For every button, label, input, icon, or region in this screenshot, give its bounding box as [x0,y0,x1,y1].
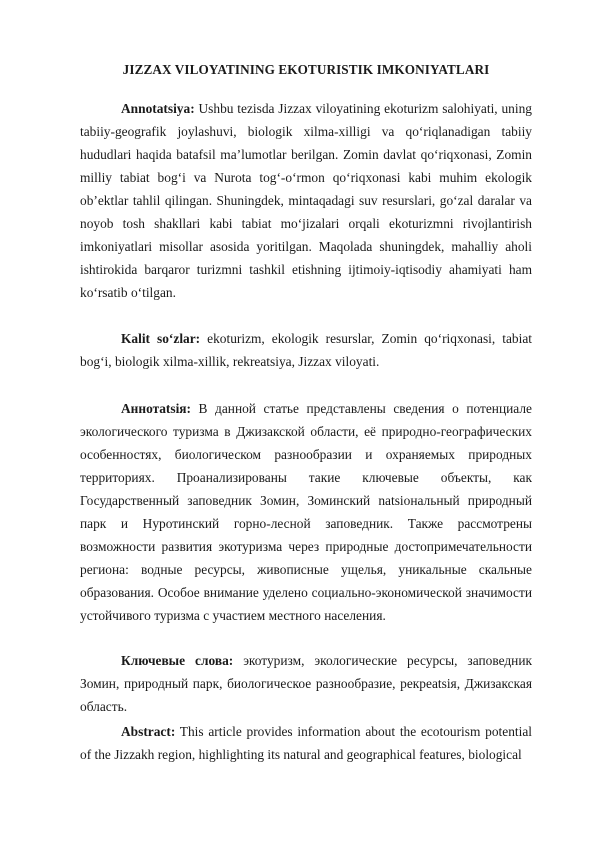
annotation-ru-label: Аннотatsія: [121,401,191,416]
annotation-uz-paragraph [80,97,532,304]
abstract-en-label: Abstract: [121,724,176,739]
annotation-uz-text: Ushbu tezisda Jizzax viloyatining ekoturizm salohiyati, uning tabiiy-geografik joylashuvi, biologik xilma-xilligi va qo‘riqlanadigan tabiiy hududlari haqida batafsil ma’lumotlar berilgan. Zomin davlat qo‘riqxonasi, Zomin milliy tabiat bog‘i va Nurota tog‘-o‘rmon qo‘riqxonasi kabi muhim ekologik ob’ektlar tahlil qilingan. Shuningdek, mintaqadagi suv resurslari, go‘zal daralar va noyob tosh shakllari kabi tabiat mo‘jizalari orqali ekoturizmni rivojlantirish imkoniyatlari misollar asosida yoritilgan. Maqolada shuningdek, mahalliy aholi ishtirokida barqaror turizmni tashkil etishning ijtimoiy-iqtisodiy ahamiyati ham ko‘rsatib o‘tilgan. [80,101,532,300]
paper-title: JIZZAX VILOYATINING EKOTURISTIK IMKONIYATLARI [122,62,490,77]
abstract-en-text: This article provides information about the ecotourism potential of the Jizzakh region, highlighting its natural and geographical features, biological [80,724,532,762]
keywords-ru-text: экотуризм, экологические ресурсы, заповедник Зомин, природный парк, биологическое разнообразие, рекреatsія, Джизакская область. [80,653,532,714]
abstract-en-paragraph [80,720,532,766]
keywords-ru-paragraph [80,649,532,718]
keywords-uz-paragraph [80,327,532,373]
keywords-uz-text: ekoturizm, ekologik resurslar, Zomin qo‘riqxonasi, tabiat bog‘i, biologik xilma-xillik, rekreatsiya, Jizzax viloyati. [80,331,532,369]
annotation-ru-paragraph [80,397,532,627]
annotation-uz-label: Annotatsiya: [121,101,195,116]
keywords-ru-label: Ключевые слова: [121,653,234,668]
keywords-uz-label: Kalit so‘zlar: [121,331,201,346]
annotation-ru-text: В данной статье представлены сведения о потенциале экологического туризма в Джизакской области, её природно-географических особенностях, биологическом разнообразии и охраняемых природных территориях. Проанализированы такие ключевые объекты, как Государственный заповедник Зомин, Зоминский natsіональный природный парк и Нуротинский горно-лесной заповедник. Также рассмотрены возможности развития экотуризма через природные достопримечательности региона: водные ресурсы, живописные ущелья, уникальные скальные образования. Особое внимание уделено социально-экономической значимости устойчивого туризма с участием местного населения. [80,401,532,623]
